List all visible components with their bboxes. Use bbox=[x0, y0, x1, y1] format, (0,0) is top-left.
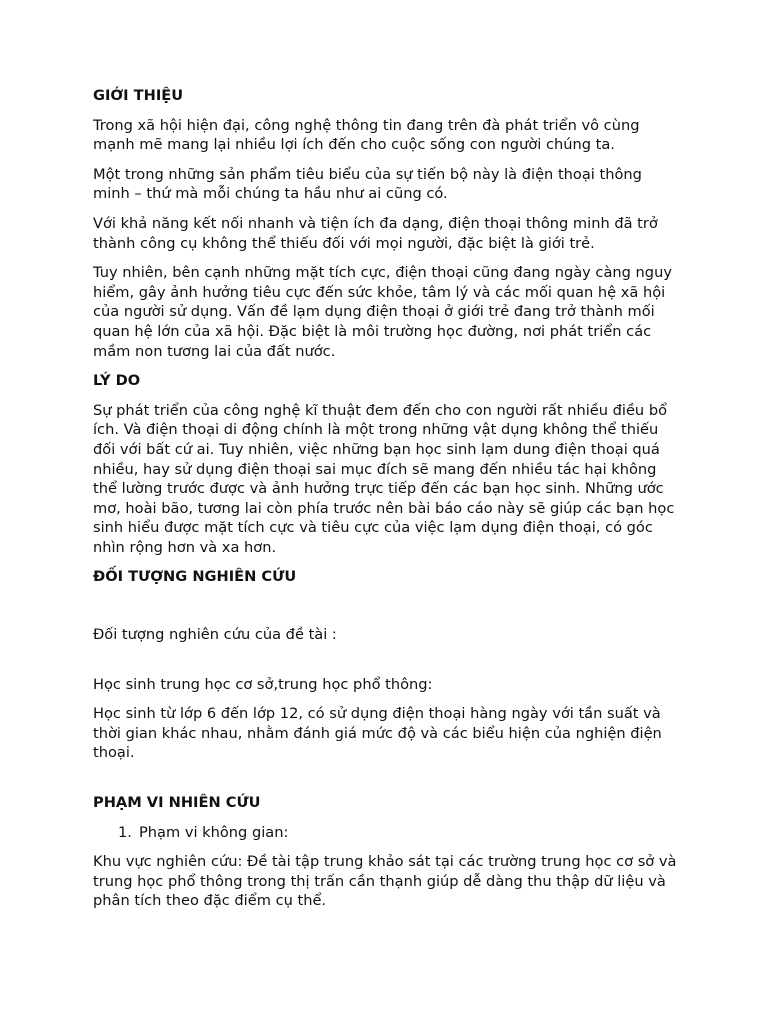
intro-paragraph-1: Trong xã hội hiện đại, công nghệ thông tin đang trên đà phát triển vô cùng mạnh mẽ mang lại nhiều lợi ích đến cho cuộc sống con người chúng ta. bbox=[93, 116, 640, 154]
intro-heading: GIỚI THIỆU bbox=[93, 87, 184, 104]
list-number: 1. bbox=[118, 823, 132, 841]
reason-heading: LÝ DO bbox=[93, 372, 141, 390]
scope-heading: PHẠM VI NHIÊN CỨU bbox=[93, 794, 261, 812]
intro-paragraph-3: Với khả năng kết nối nhanh và tiện ích đa dạng, điện thoại thông minh đã trở thành công cụ không thể thiếu đối với mọi người, đặc biệt là giới trẻ. bbox=[93, 214, 658, 252]
document-page bbox=[93, 86, 683, 921]
subject-paragraph-2: Học sinh trung học cơ sở,trung học phổ thông: bbox=[93, 675, 433, 693]
reason-paragraph-1: Sự phát triển của công nghệ kĩ thuật đem đến cho con người rất nhiều điều bổ ích. Và điện thoại di động chính là một trong những vật dụng không thể thiếu đối với bất cứ ai. Tuy nhiên, việc những bạn học sinh lạm dung điện thoại quá nhiều, hay sử dụng điện thoại sai mục đích sẽ mang đến nhiều tác hại không thể lường trước được và ảnh hưởng trực tiếp đến các bạn học sinh. Những ước mơ, hoài bão, tương lai còn phía trước nên bài báo cáo này sẽ giúp các bạn học sinh hiểu được mặt tích cực và tiêu cực của việc lạm dụng điện thoại, có góc nhìn rộng hơn và xa hơn. bbox=[93, 401, 675, 556]
list-item-text: Phạm vi không gian: bbox=[139, 823, 289, 841]
intro-paragraph-2: Một trong những sản phẩm tiêu biểu của sự tiến bộ này là điện thoại thông minh – thứ mà mỗi chúng ta hầu như ai cũng có. bbox=[93, 165, 642, 203]
subject-heading: ĐỐI TƯỢNG NGHIÊN CỨU bbox=[93, 568, 297, 586]
scope-list-item bbox=[93, 823, 683, 843]
subject-paragraph-3: Học sinh từ lớp 6 đến lớp 12, có sử dụng điện thoại hàng ngày với tần suất và thời gian khác nhau, nhằm đánh giá mức độ và các biểu hiện của nghiện điện thoại. bbox=[93, 705, 662, 762]
intro-paragraph-4: Tuy nhiên, bên cạnh những mặt tích cực, điện thoại cũng đang ngày càng nguy hiểm, gây ảnh hưởng tiêu cực đến sức khỏe, tâm lý và các mối quan hệ xã hội của người sử dụng. Vấn đề lạm dụng điện thoại ở giới trẻ đang trở thành mối quan hệ lớn của xã hội. Đặc biệt là môi trường học đường, nơi phát triển các mầm non tương lai của đất nước. bbox=[93, 264, 672, 360]
scope-paragraph-1: Khu vực nghiên cứu: Đề tài tập trung khảo sát tại các trường trung học cơ sở và trung học phổ thông trong thị trấn cần thạnh giúp dễ dàng thu thập dữ liệu và phân tích theo đặc điểm cụ thể. bbox=[93, 853, 677, 910]
subject-paragraph-1: Đối tượng nghiên cứu của đề tài : bbox=[93, 626, 337, 644]
